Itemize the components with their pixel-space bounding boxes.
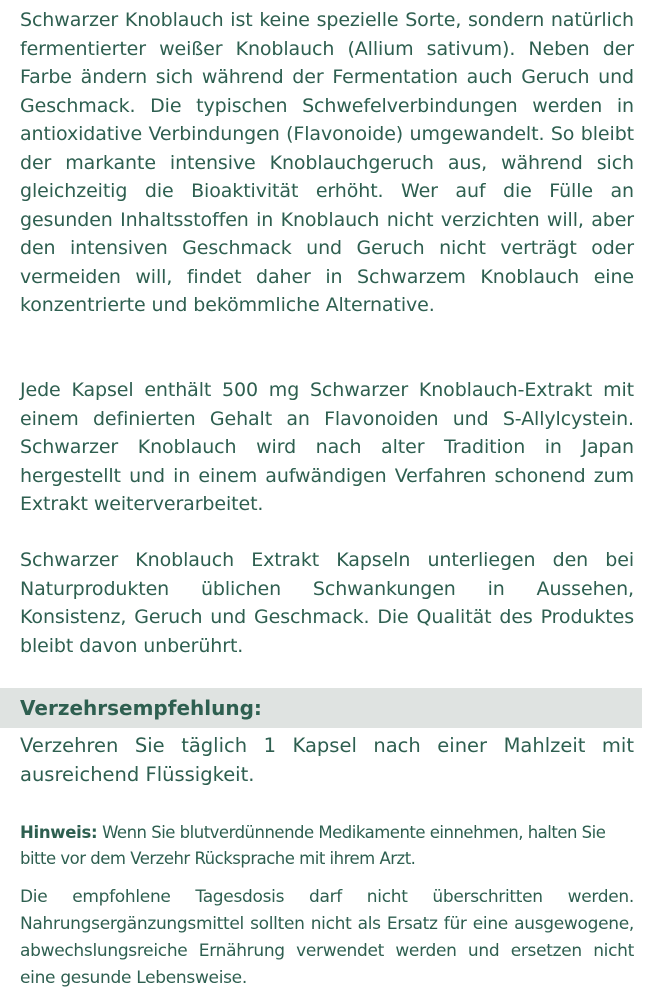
hint-note: [20, 820, 634, 872]
description-paragraph-1: Schwarzer Knoblauch ist keine spezielle Sorte, sondern natürlich fermentierter weißer Knoblauch (Allium sativum). Neben der Farbe ändern sich während der Fermentation auch Geruch und Geschmack. Die typischen Schwefelverbindungen werden in antioxidative Verbindungen (Flavonoide) umgewandelt. So bleibt der markante intensive Knoblauchgeruch aus, während sich gleichzeitig die Bioaktivität erhöht. Wer auf die Fülle an gesunden Inhaltsstoffen in Knoblauch nicht verzichten will, aber den intensiven Geschmack und Geruch nicht verträgt oder vermeiden will, findet daher in Schwarzem Knoblauch eine konzentrierte und bekömmliche Alternative.: [20, 9, 634, 316]
hint-text: Wenn Sie blutverdünnende Medikamente einnehmen, halten Sie bitte vor dem Verzehr Rücksprache mit ihrem Arzt.: [20, 823, 606, 868]
daily-dose-note: Die empfohlene Tagesdosis darf nicht überschritten werden. Nahrungsergänzungsmittel sollten nicht als Ersatz für eine ausgewogene, abwechslungsreiche Ernährung verwendet werden und ersetzen nicht eine gesunde Lebensweise.: [20, 887, 634, 988]
recommendation-text: Verzehren Sie täglich 1 Kapsel nach einer Mahlzeit mit ausreichend Flüssigkeit.: [20, 734, 634, 786]
description-paragraph-2: Jede Kapsel enthält 500 mg Schwarzer Knoblauch-Extrakt mit einem definierten Gehalt an Flavonoiden und S-Allylcystein. Schwarzer Knoblauch wird nach alter Tradition in Japan hergestellt und in einem aufwändigen Verfahren schonend zum Extrakt weiterverarbeitet.: [20, 379, 634, 515]
recommendation-heading: Verzehrsempfehlung:: [20, 696, 262, 720]
description-paragraph-3: Schwarzer Knoblauch Extrakt Kapseln unterliegen den bei Naturprodukten üblichen Schwankungen in Aussehen, Konsistenz, Geruch und Geschmack. Die Qualität des Produktes bleibt davon unberührt.: [20, 549, 634, 657]
hint-label: Hinweis:: [20, 823, 98, 842]
